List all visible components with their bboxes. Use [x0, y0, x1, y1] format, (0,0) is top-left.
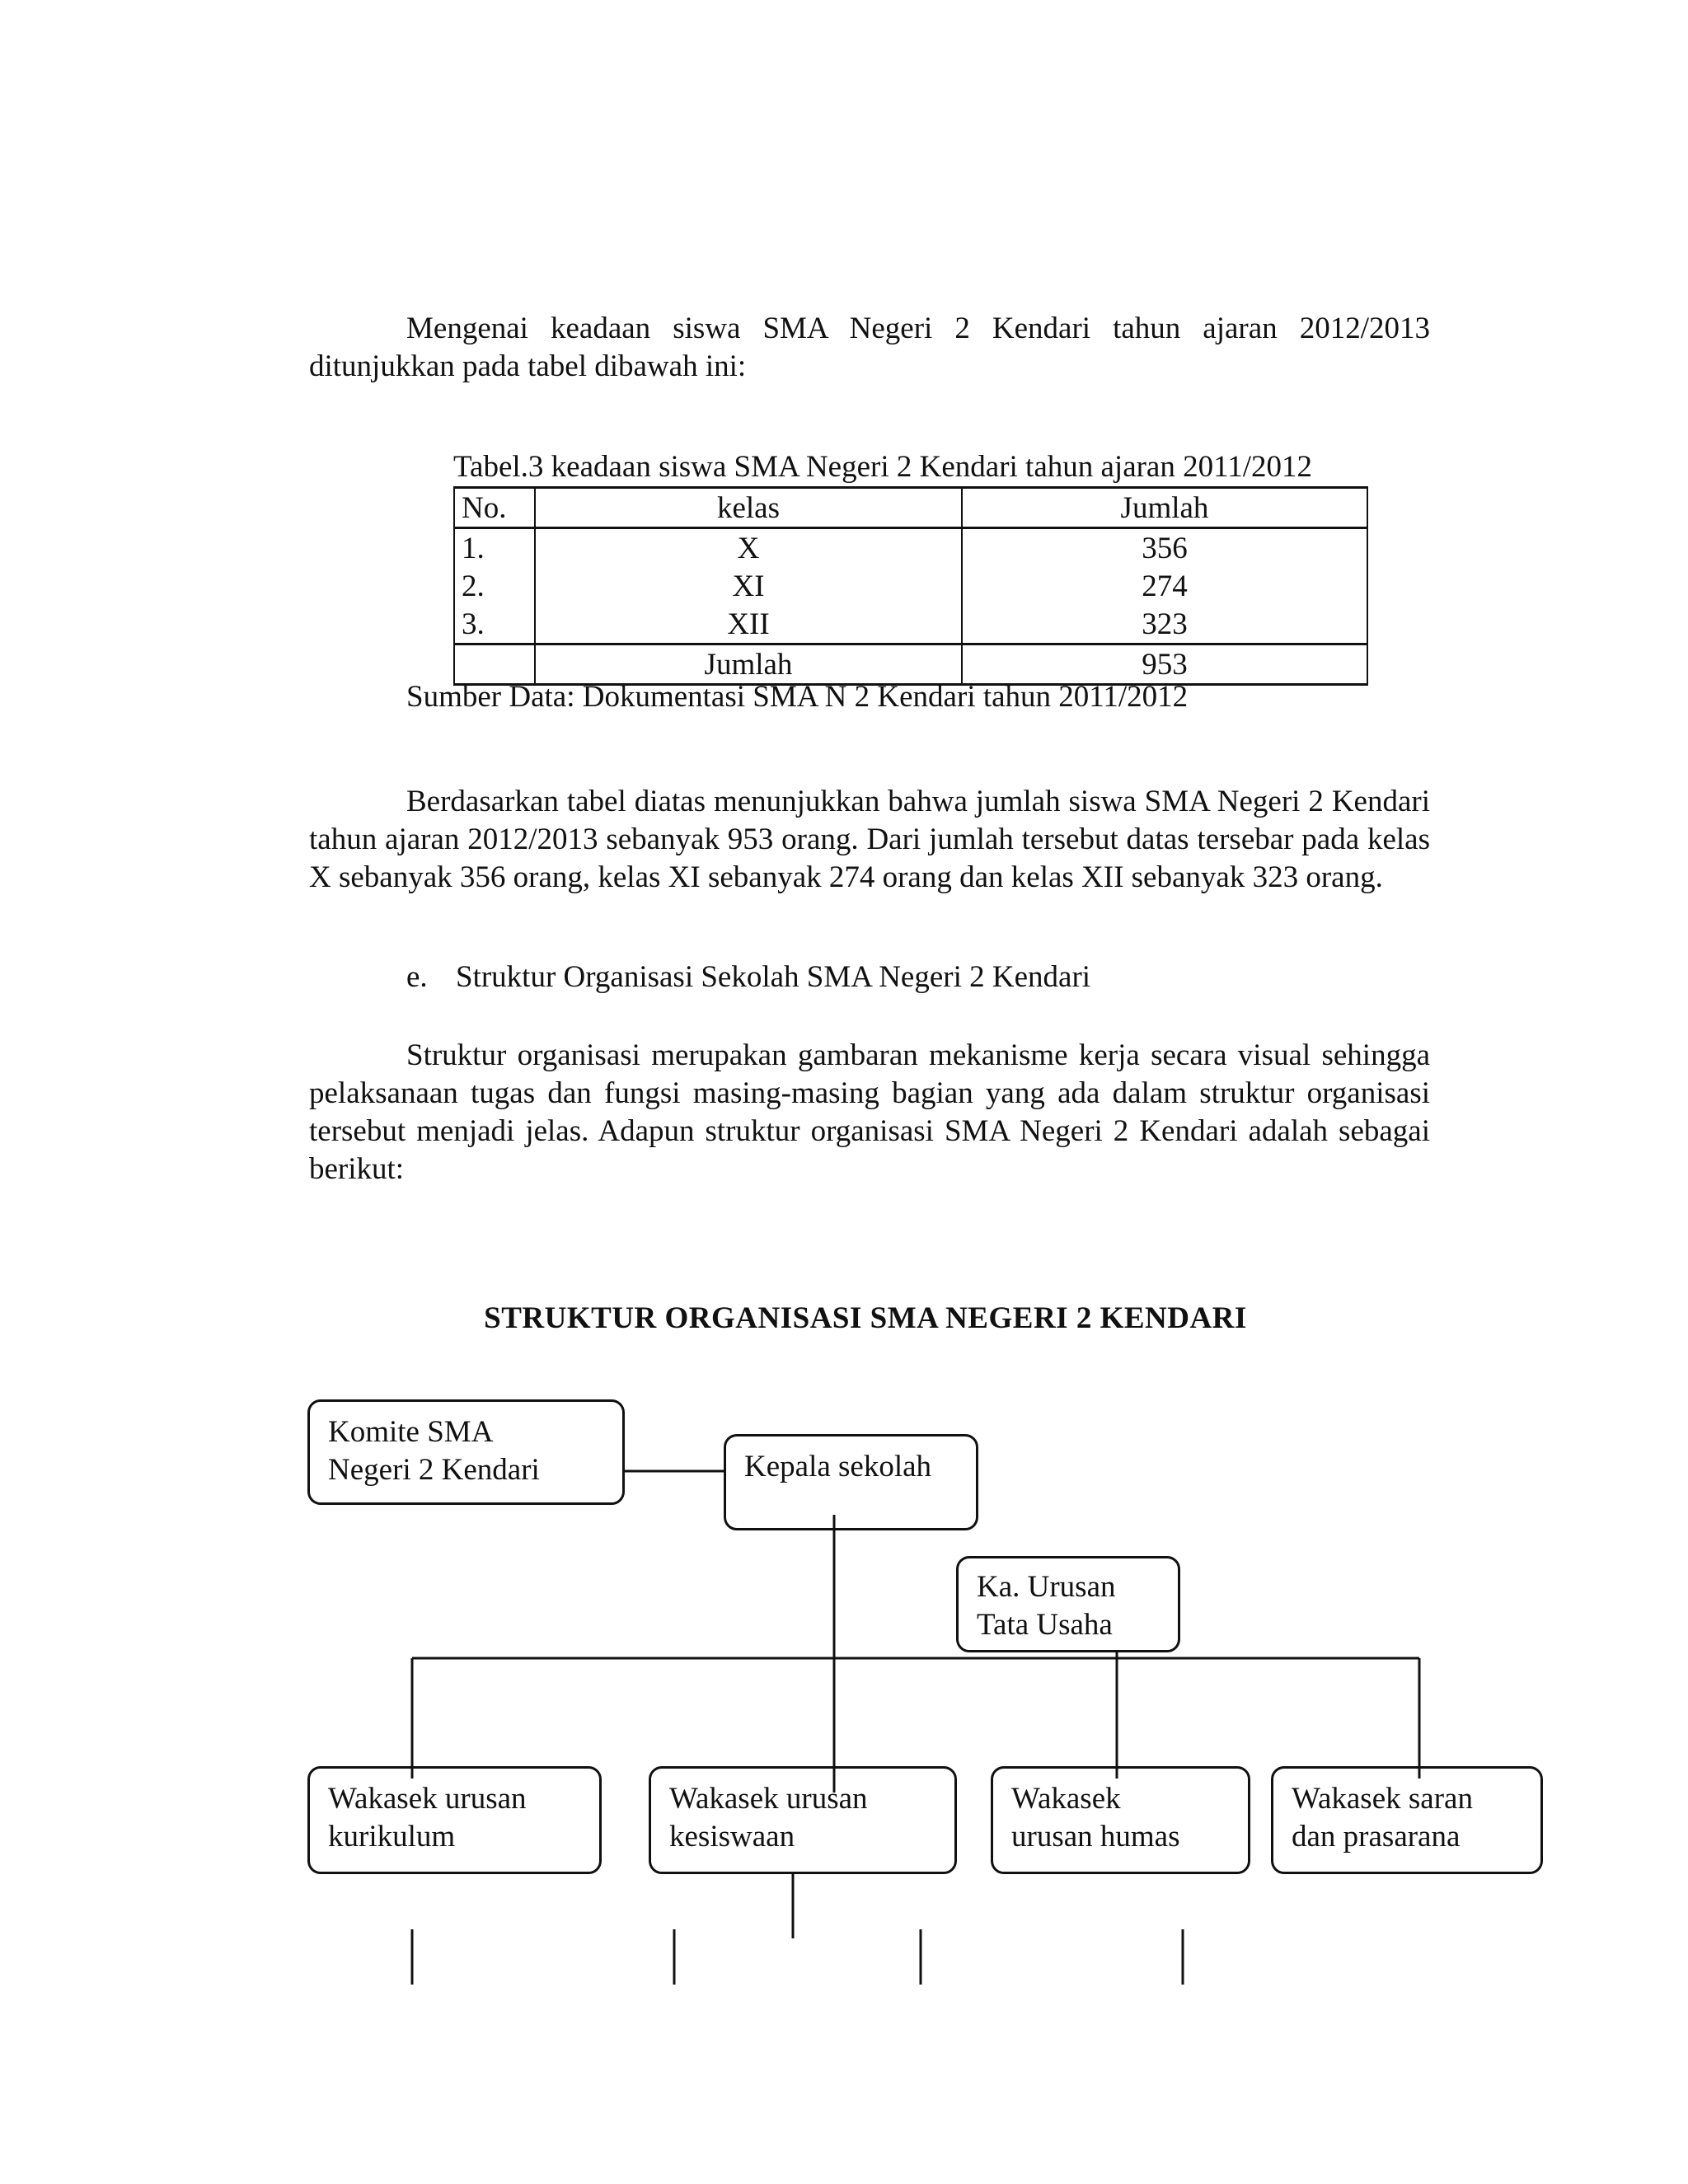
- total-value: 953: [962, 644, 1367, 685]
- cell-kelas: X: [535, 528, 962, 568]
- intro-paragraph: Mengenai keadaan siswa SMA Negeri 2 Kendari tahun ajaran 2012/2013 ditunjukkan pada tabel dibawah ini:: [309, 312, 1430, 383]
- header-no: No.: [454, 488, 535, 528]
- header-kelas: kelas: [535, 488, 962, 528]
- cell-kelas: XII: [535, 605, 962, 644]
- cell-no: 2.: [454, 567, 535, 605]
- kurikulum-line-2: kurikulum: [328, 1820, 456, 1854]
- cell-no: 1.: [454, 528, 535, 568]
- sarana-line-1: Wakasek saran: [1292, 1782, 1473, 1816]
- section-marker: e.: [406, 960, 428, 994]
- section-title: Struktur Organisasi Sekolah SMA Negeri 2 Kendari: [456, 960, 1091, 994]
- humas-line-1: Wakasek: [1011, 1782, 1121, 1816]
- kurikulum-line-1: Wakasek urusan: [328, 1782, 527, 1816]
- table-source: Sumber Data: Dokumentasi SMA N 2 Kendari tahun 2011/2012: [406, 680, 1189, 714]
- humas-line-2: urusan humas: [1011, 1820, 1180, 1854]
- kesiswaan-line-1: Wakasek urusan: [669, 1782, 868, 1816]
- total-label: Jumlah: [535, 644, 962, 685]
- table-caption: Tabel.3 keadaan siswa SMA Negeri 2 Kendari tahun ajaran 2011/2012: [453, 450, 1313, 484]
- cell-jumlah: 323: [962, 605, 1367, 644]
- cell-jumlah: 356: [962, 528, 1367, 568]
- header-jumlah: Jumlah: [962, 488, 1367, 528]
- structure-paragraph: Struktur organisasi merupakan gambaran mekanisme kerja secara visual sehingga pelaksanaan tugas dan fungsi masing-masing bagian yang ada dalam struktur organisasi tersebut menjadi jelas. Adapun struktur organisasi SMA Negeri 2 Kendari adalah sebagai berikut:: [309, 1038, 1430, 1186]
- cell-jumlah: 274: [962, 567, 1367, 605]
- cell-kelas: XI: [535, 567, 962, 605]
- tata-usaha-line-2: Tata Usaha: [977, 1608, 1113, 1642]
- kesiswaan-line-2: kesiswaan: [669, 1820, 795, 1854]
- kepala-line-1: Kepala sekolah: [744, 1450, 932, 1483]
- analysis-paragraph: Berdasarkan tabel diatas menunjukkan bahwa jumlah siswa SMA Negeri 2 Kendari tahun ajaran 2012/2013 sebanyak 953 orang. Dari jumlah tersebut datas tersebar pada kelas X sebanyak 356 orang, kelas XI sebanyak 274 orang dan kelas XII sebanyak 323 orang.: [309, 785, 1430, 894]
- komite-line-2: Negeri 2 Kendari: [328, 1453, 540, 1487]
- org-chart-title: STRUKTUR ORGANISASI SMA NEGERI 2 KENDARI: [484, 1301, 1247, 1335]
- sarana-line-2: dan prasarana: [1292, 1820, 1461, 1854]
- cell-no: 3.: [454, 605, 535, 644]
- tata-usaha-line-1: Ka. Urusan: [977, 1570, 1116, 1604]
- komite-line-1: Komite SMA: [328, 1415, 494, 1449]
